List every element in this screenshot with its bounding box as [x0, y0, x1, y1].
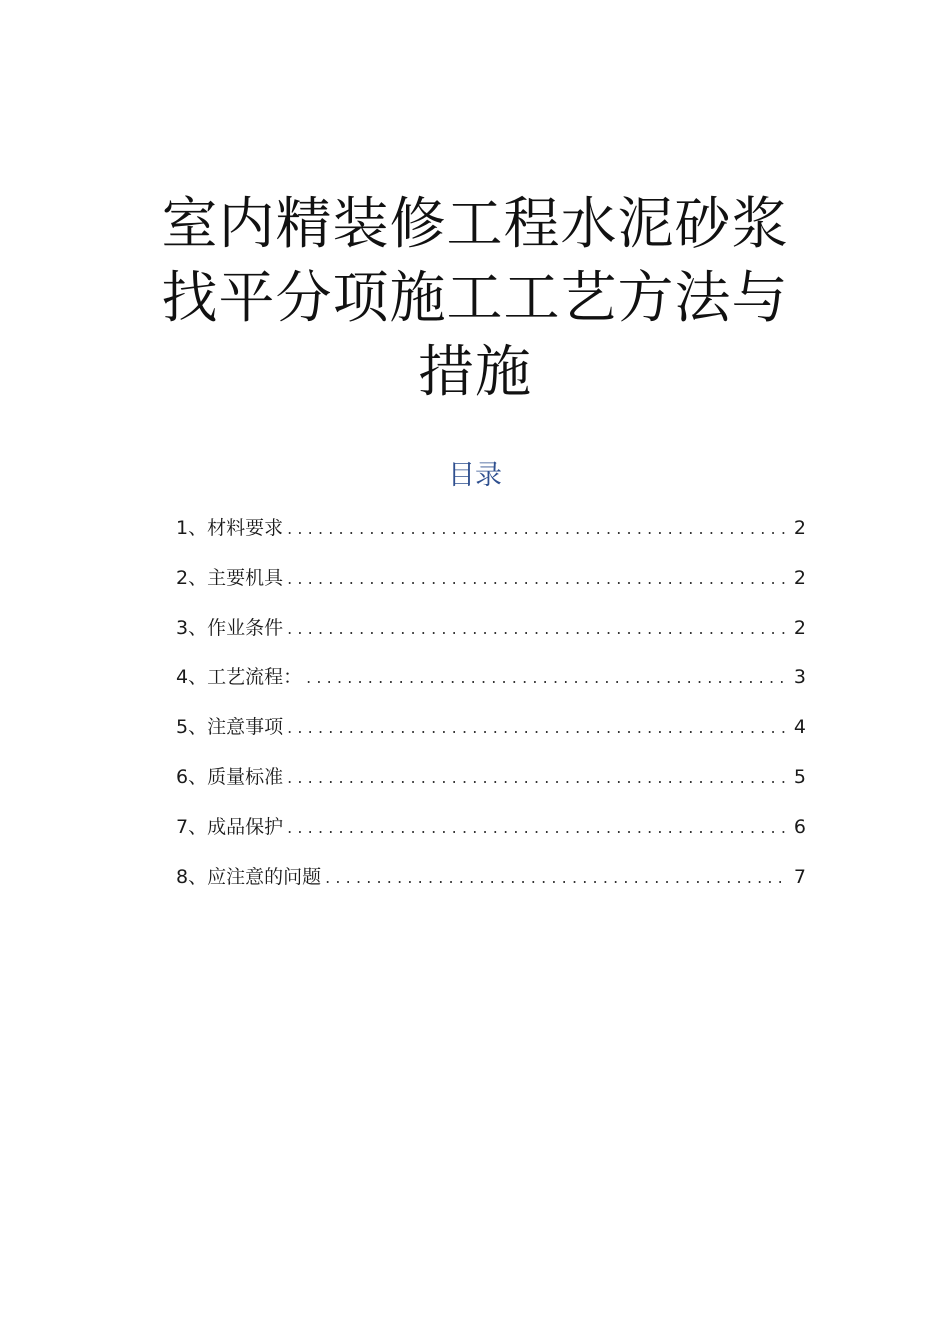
toc-dot-leader	[287, 758, 788, 798]
toc-entry-label: 6、质量标准	[176, 765, 284, 788]
toc-page-number: 3	[793, 666, 806, 689]
toc-entry[interactable]	[176, 657, 806, 707]
toc-dot-leader	[287, 509, 788, 549]
toc-entry-label: 2、主要机具	[176, 566, 284, 589]
toc-entry[interactable]	[176, 508, 806, 558]
document-title	[140, 188, 810, 410]
toc-dot-leader	[325, 858, 788, 898]
toc-entry[interactable]	[176, 558, 806, 608]
toc-page-number: 5	[793, 765, 806, 788]
toc-page-number: 2	[793, 616, 806, 639]
toc-entry[interactable]	[176, 757, 806, 807]
toc-page-number: 7	[793, 865, 806, 888]
title-line-1: 室内精装修工程水泥砂浆	[161, 192, 789, 257]
toc-page-number: 4	[793, 716, 806, 739]
toc-heading: 目录	[448, 460, 502, 491]
toc-dot-leader	[306, 658, 788, 698]
toc-entry[interactable]	[176, 707, 806, 757]
toc-entry-label: 5、注意事项	[176, 716, 284, 739]
title-line-3: 措施	[418, 340, 532, 405]
toc-entry-label: 3、作业条件	[176, 616, 284, 639]
toc-entry[interactable]	[176, 807, 806, 857]
toc-page-number: 6	[793, 815, 806, 838]
toc-entry-label: 1、材料要求	[176, 517, 284, 539]
title-line-2: 找平分项施工工艺方法与	[161, 266, 789, 331]
toc-dot-leader	[287, 808, 788, 848]
toc-entry-label: 7、成品保护	[176, 815, 284, 838]
toc-dot-leader	[287, 559, 788, 599]
toc-entry[interactable]	[176, 608, 806, 658]
toc-entry-label: 8、应注意的问题	[176, 865, 322, 888]
table-of-contents	[176, 508, 806, 906]
toc-dot-leader	[287, 609, 788, 649]
toc-page-number: 2	[793, 517, 806, 539]
toc-dot-leader	[287, 708, 788, 748]
toc-entry[interactable]	[176, 857, 806, 907]
toc-page-number: 2	[793, 566, 806, 589]
toc-entry-label: 4、工艺流程：	[176, 666, 303, 689]
